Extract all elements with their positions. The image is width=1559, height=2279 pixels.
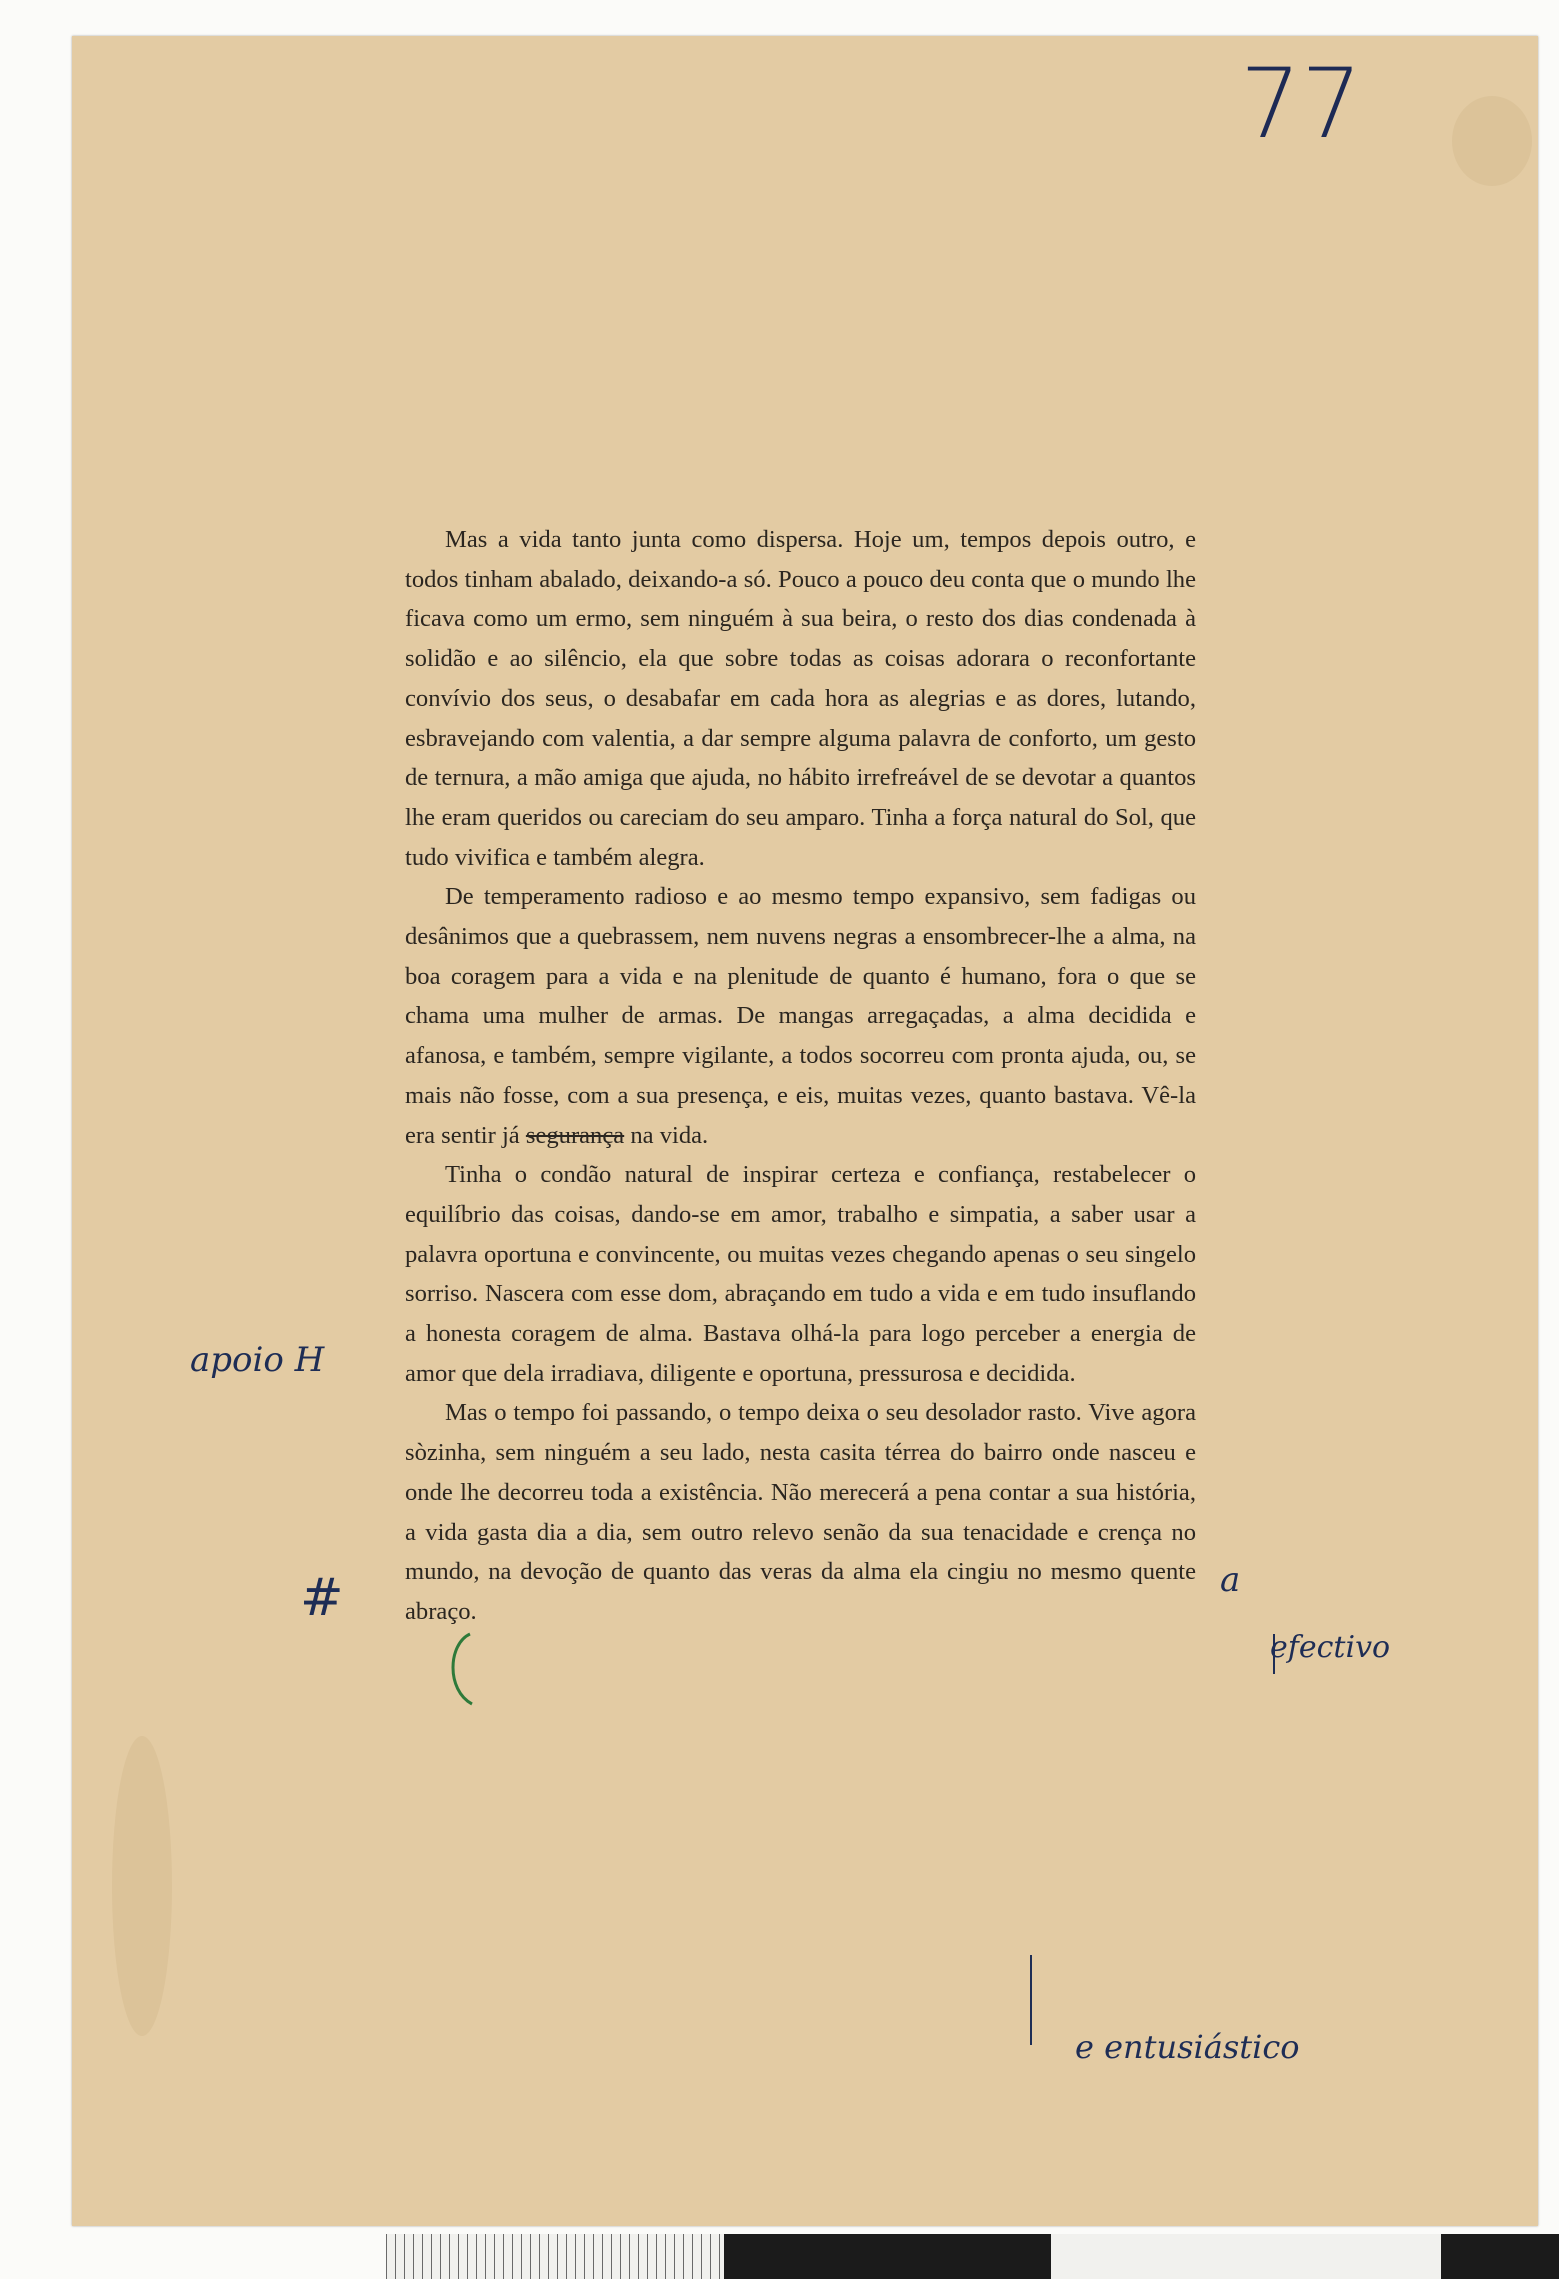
paragraph-4: Mas o tempo foi passando, o tempo deixa o seu desolador rasto. Vive agora sòzinha, sem ninguém a seu lado, nesta casita térrea do bairro onde nasceu e onde lhe decorreu toda a existência. Não merecerá a pena contar a sua história, a vida gasta dia a dia, sem outro relevo senão da sua tenacidade e crença no mundo, na devoção de quanto das veras da alma ela cingiu no mesmo quente abraço.	[405, 1399, 1196, 1625]
ruler-black-block	[724, 2234, 1051, 2279]
green-bracket-icon	[440, 1630, 480, 1710]
ruler-ticks	[386, 2234, 722, 2279]
margin-hash-mark: #	[300, 1568, 344, 1628]
paragraph-2	[405, 877, 1196, 1155]
struck-word: segurança	[525, 1121, 625, 1149]
insert-bracket	[1030, 1955, 1032, 2045]
paragraph-1: Mas a vida tanto junta como dispersa. Hoje um, tempos depois outro, e todos tinham abalado, deixando-a só. Pouco a pouco deu conta que o mundo lhe ficava como um ermo, sem ninguém à sua beira, o resto dos dias condenada à solidão e ao silêncio, ela que sobre todas as coisas adorara o reconfortante convívio dos seus, o desabafar em cada hora as alegrias e as dores, lutando, esbravejando com valentia, a dar sempre alguma palavra de conforto, um gesto de ternura, a mão amiga que ajuda, no hábito irrefreável de se devotar a quantos lhe eram queridos ou careciam do seu amparo. Tinha a força natural do Sol, que tudo vivifica e também alegra.	[405, 526, 1196, 871]
paragraph-2-end: na vida.	[624, 1121, 709, 1149]
margin-note-apoio: apoio H	[190, 1340, 325, 1380]
paragraph-2-text: De temperamento radioso e ao mesmo tempo expansivo, sem fadigas ou desânimos que a quebrassem, nem nuvens negras a ensombrecer-lhe a alma, na boa coragem para a vida e na plenitude de quanto é humano, fora o que se chama uma mulher de armas. De mangas arregaçadas, a alma decidida e afanosa, e também, sempre vigilante, a todos socorreu com pronta ajuda, ou, se mais não fosse, com a sua presença, e eis, muitas vezes, quanto bastava. Vê-la era sentir já	[405, 883, 1196, 1149]
paper-stain	[112, 1736, 172, 2036]
paper-stain	[1452, 96, 1532, 186]
ruler-black-block	[1441, 2234, 1559, 2279]
margin-note-entusiastico: e entusiástico	[1075, 2028, 1300, 2066]
paragraph-3: Tinha o condão natural de inspirar certeza e confiança, restabelecer o equilíbrio das coisas, dando-se em amor, trabalho e simpatia, a saber usar a palavra oportuna e convincente, ou muitas vezes chegando apenas o seu singelo sorriso. Nascera com esse dom, abraçando em tudo a vida e em tudo insuflando a honesta coragem de alma. Bastava olhá-la para logo perceber a energia de amor que dela irradiava, diligente e oportuna, pressurosa e decidida.	[405, 1161, 1196, 1387]
margin-note-efectivo: efectivo	[1270, 1630, 1391, 1665]
scale-ruler	[386, 2234, 1546, 2279]
page-number: 77	[1240, 48, 1363, 160]
margin-note-a: a	[1220, 1560, 1241, 1600]
body-text	[405, 520, 1196, 1632]
